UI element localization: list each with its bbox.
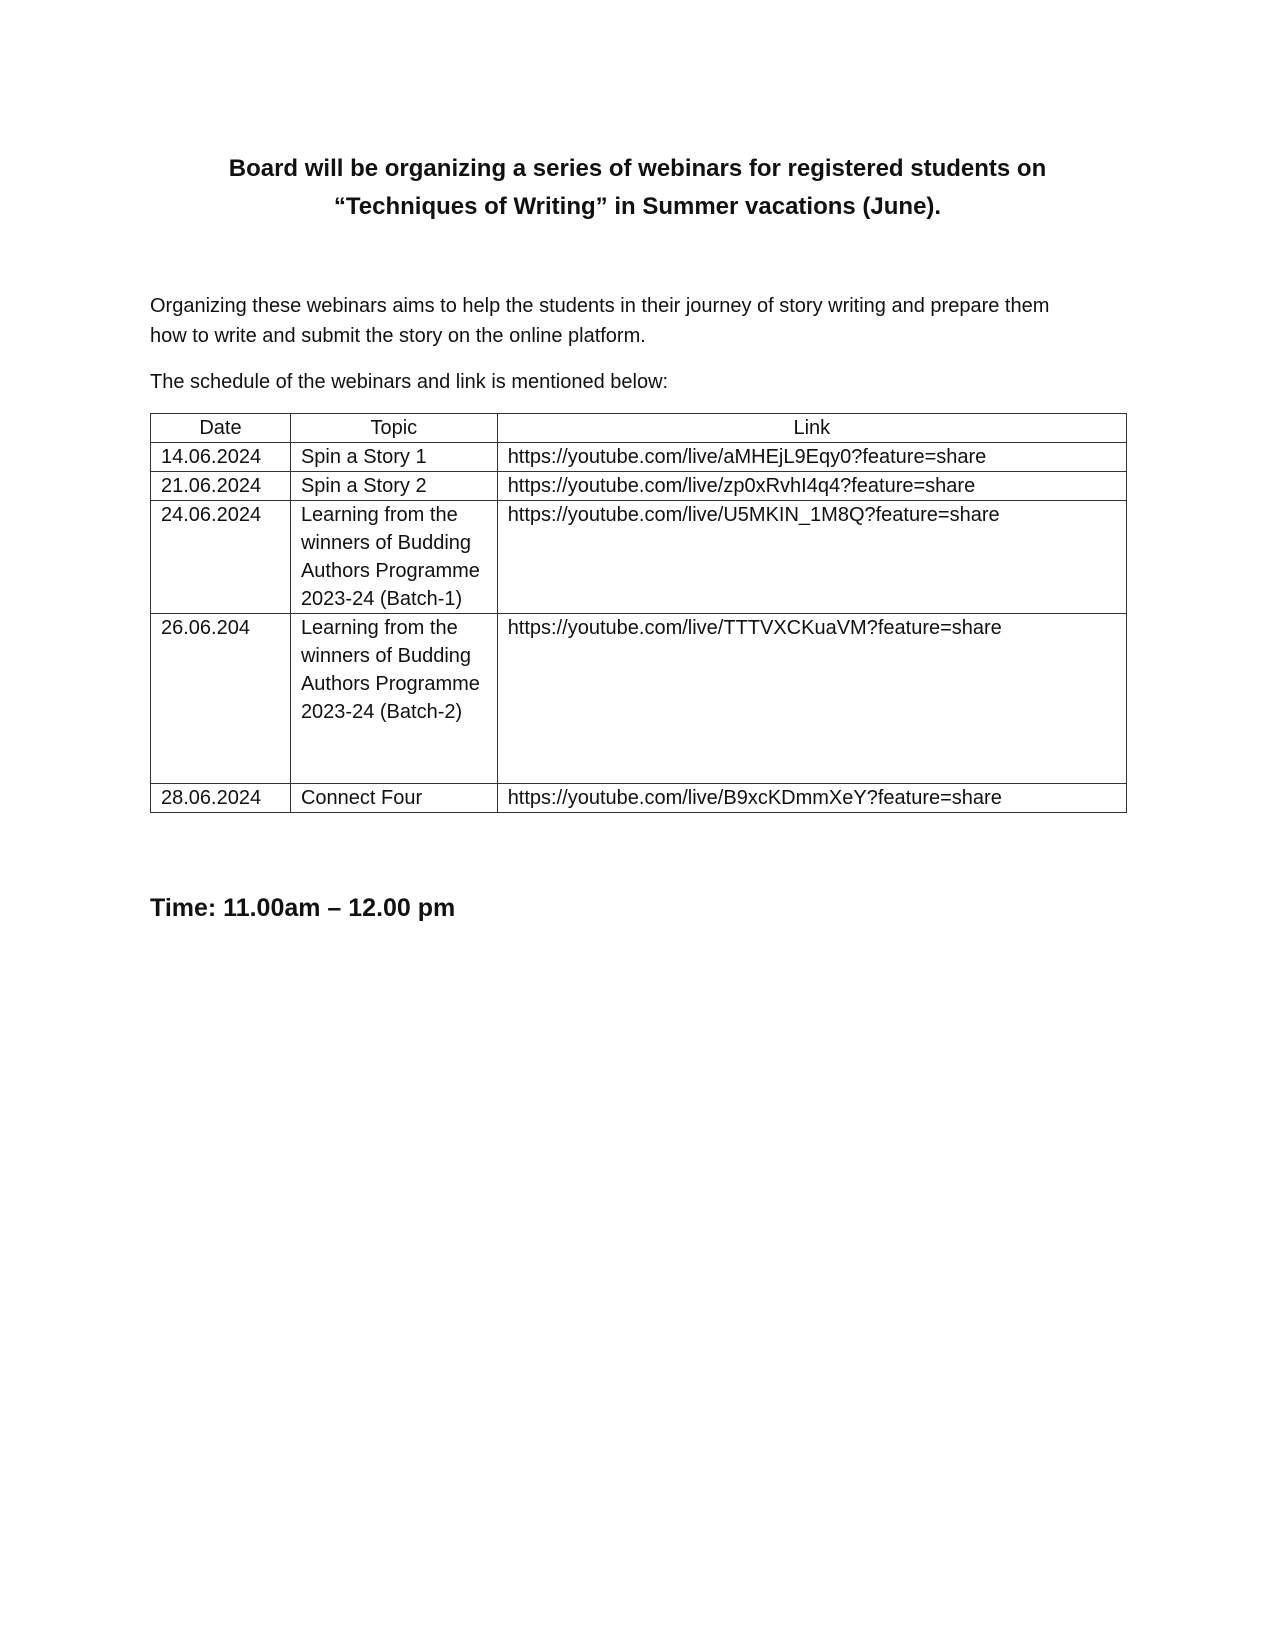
row-link[interactable]: https://youtube.com/live/TTTVXCKuaVM?feature=share [497,614,1126,784]
row-topic: Spin a Story 1 [290,443,497,472]
table-row [151,443,1127,472]
intro-paragraph [150,291,1130,351]
header-topic: Topic [290,414,497,443]
header-date: Date [151,414,291,443]
row-date: 28.06.2024 [151,784,291,813]
table-row [151,501,1127,614]
row-topic: Learning from the winners of Budding Authors Programme 2023-24 (Batch-1) [290,501,497,614]
row-topic: Spin a Story 2 [290,472,497,501]
time-label: Time: 11.00am – 12.00 pm [150,894,456,922]
row-link[interactable]: https://youtube.com/live/B9xcKDmmXeY?feature=share [497,784,1126,813]
header-link: Link [497,414,1126,443]
title-line-1: Board will be organizing a series of webinars for registered students on [228,155,1047,182]
row-link[interactable]: https://youtube.com/live/U5MKIN_1M8Q?feature=share [497,501,1126,614]
title-line-2: “Techniques of Writing” in Summer vacations (June). [333,193,942,220]
table-row [151,614,1127,784]
table-header-row [151,414,1127,443]
table-row [151,472,1127,501]
intro-line-2: how to write and submit the story on the online platform. [150,325,646,347]
row-date: 26.06.204 [151,614,291,784]
page-title [150,150,1125,226]
row-date: 14.06.2024 [151,443,291,472]
row-link[interactable]: https://youtube.com/live/zp0xRvhI4q4?feature=share [497,472,1126,501]
row-link[interactable]: https://youtube.com/live/aMHEjL9Eqy0?feature=share [497,443,1126,472]
row-date: 24.06.2024 [151,501,291,614]
schedule-table [150,413,1127,813]
table-row [151,784,1127,813]
row-topic: Connect Four [290,784,497,813]
row-topic: Learning from the winners of Budding Authors Programme 2023-24 (Batch-2) [290,614,497,784]
intro-line-1: Organizing these webinars aims to help the students in their journey of story writing and prepare them [150,295,1050,317]
row-date: 21.06.2024 [151,472,291,501]
schedule-note: The schedule of the webinars and link is mentioned below: [150,371,669,393]
